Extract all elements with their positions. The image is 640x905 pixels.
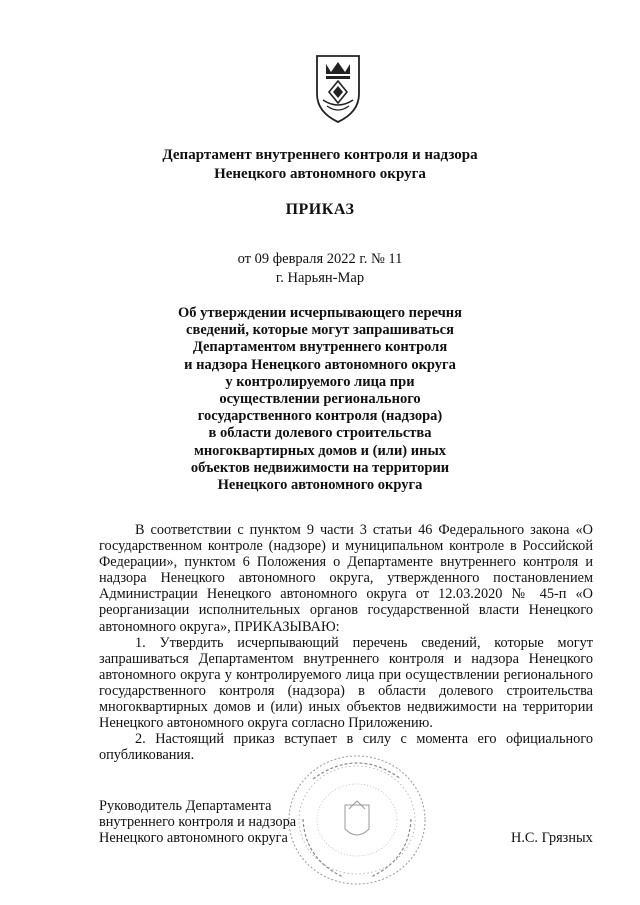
official-seal-icon	[283, 749, 431, 891]
subject-line: многоквартирных домов и (или) иных	[193, 442, 447, 459]
order-place: г. Нарьян-Мар	[275, 270, 365, 286]
position-line-3: Ненецкого автономного округа	[99, 830, 288, 847]
subject-line: и надзора Ненецкого автономного округа	[184, 356, 456, 373]
order-item-2: 2. Настоящий приказ вступает в силу с момента его официального опубликования.	[99, 731, 593, 764]
subject-line: сведений, которые могут запрашиваться	[186, 322, 454, 339]
subject-line: в области долевого строительства	[208, 425, 432, 442]
order-date-number: от 09 февраля 2022 г. № 11	[237, 251, 403, 267]
signatory-position	[99, 798, 296, 847]
signatory-name: Н.С. Грязных	[511, 830, 593, 846]
order-subject	[0, 305, 640, 494]
subject-line: осуществлении регионального	[219, 391, 421, 408]
subject-line: Об утверждении исчерпывающего перечня	[178, 305, 462, 321]
order-item-1: 1. Утвердить исчерпывающий перечень сведений, которые могут запрашиваться Департаментом внутреннего контроля и надзора Ненецкого автономного округа у контролируемого лица при осуществлении регионального государственного контроля (надзора) в области долевого строительства многоквартирных домов и (или) иных объектов недвижимости на территории Ненецкого автономного округа согласно Приложению.	[99, 634, 593, 732]
subject-line: у контролируемого лица при	[225, 373, 415, 390]
org-line-1: Департамент внутреннего контроля и надзора	[162, 147, 478, 163]
order-date-block	[0, 250, 640, 288]
org-line-2: Ненецкого автономного округа	[214, 166, 426, 182]
subject-line: Департаментом внутреннего контроля	[192, 339, 448, 356]
order-body	[99, 522, 593, 763]
coat-of-arms-icon	[313, 50, 363, 126]
preamble-paragraph: В соответствии с пунктом 9 части 3 статьи 46 Федерального закона «О государственном контроле (надзоре) и муниципальном контроле в Российской Федерации», пунктом 6 Положения о Департаменте внутреннего контроля и надзора Ненецкого автономного округа, утвержденного постановлением Администрации Ненецкого автономного округа от 12.03.2020 № 45-п «О реорганизации исполнительных органов государственной власти Ненецкого автономного округа», ПРИКАЗЫВАЮ:	[99, 522, 593, 635]
document-type-title: ПРИКАЗ	[285, 201, 355, 218]
position-line-1: Руководитель Департамента	[99, 798, 272, 814]
subject-line: Ненецкого автономного округа	[217, 477, 423, 494]
org-name	[0, 146, 640, 184]
subject-line: государственного контроля (надзора)	[197, 408, 443, 425]
position-line-2: внутреннего контроля и надзора	[99, 814, 297, 831]
subject-line: объектов недвижимости на территории	[190, 459, 450, 476]
